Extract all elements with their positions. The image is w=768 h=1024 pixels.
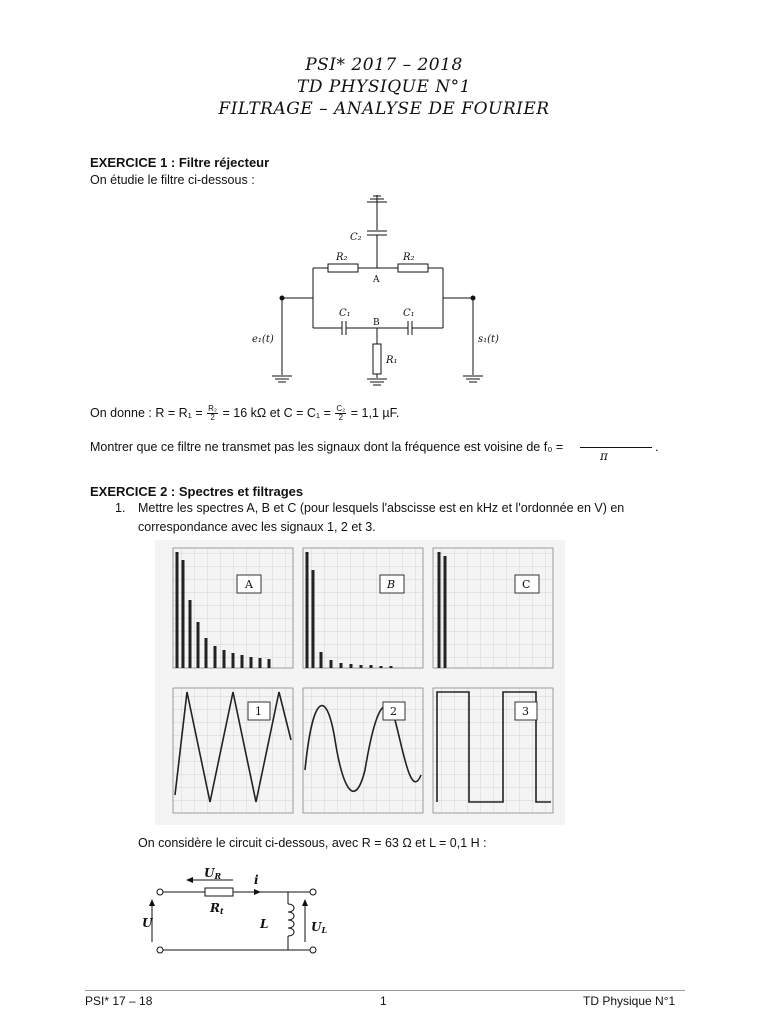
f0-end: . bbox=[655, 440, 659, 454]
label-r1: R₁ bbox=[386, 355, 398, 366]
rl-circuit bbox=[138, 862, 338, 962]
label-e1: e₁(t) bbox=[252, 334, 274, 345]
given-mid: = 16 kΩ et C = C₁ = bbox=[222, 405, 331, 420]
doc-title-line1: PSI* 2017 – 2018 bbox=[305, 55, 463, 75]
doc-title-line3: FILTRAGE – ANALYSE DE FOURIER bbox=[218, 99, 550, 119]
ex2-circuit-intro: On considère le circuit ci-dessous, avec R = 63 Ω et L = 0,1 H : bbox=[138, 836, 487, 850]
given-prefix: On donne : R = R₁ = bbox=[90, 405, 203, 420]
given-suffix: = 1,1 µF. bbox=[350, 405, 400, 420]
f0-fraction-bar bbox=[580, 447, 652, 448]
label-i: i bbox=[254, 873, 259, 887]
node-b-label: B bbox=[373, 318, 380, 328]
label-r2-right: R₂ bbox=[403, 252, 415, 263]
signal-1-panel bbox=[173, 688, 293, 813]
spectrum-b-label: B bbox=[387, 578, 396, 591]
spectrum-c-label: C bbox=[522, 578, 531, 591]
label-rt: Rt bbox=[210, 901, 224, 916]
label-ur: UR bbox=[204, 866, 222, 881]
spectrum-a-label: A bbox=[245, 578, 253, 591]
ex2-item-text-1: Mettre les spectres A, B et C (pour lesquels l'abscisse est en kHz et l'ordonnée en V) en bbox=[138, 501, 625, 515]
footer-left: PSI* 17 – 18 bbox=[85, 994, 153, 1008]
label-r2-left: R₂ bbox=[336, 252, 348, 263]
signal-3-label: 3 bbox=[522, 705, 529, 718]
footer-rule bbox=[85, 990, 685, 991]
label-c1-left: C₁ bbox=[339, 308, 351, 319]
spectrum-a-panel bbox=[173, 548, 293, 668]
signal-2-panel bbox=[303, 688, 423, 813]
footer-right: TD Physique N°1 bbox=[583, 994, 676, 1008]
notch-filter-circuit bbox=[250, 190, 510, 400]
footer-page-number: 1 bbox=[380, 994, 387, 1008]
ex1-question: Montrer que ce filtre ne transmet pas les signaux dont la fréquence est voisine de f₀ = bbox=[90, 440, 564, 454]
label-c2: C₂ bbox=[350, 232, 362, 243]
ex2-heading: EXERCICE 2 : Spectres et filtrages bbox=[90, 484, 304, 499]
node-a-label: A bbox=[373, 275, 380, 285]
frac-r2-over-2: $\frac{\text{R₂}}{2}$ bbox=[208, 404, 217, 422]
frac-c2-over-2: $\frac{\text{C₂}}{2}$ bbox=[336, 404, 346, 422]
label-c1-right: C₁ bbox=[403, 308, 415, 319]
spectrum-c-panel bbox=[433, 548, 553, 668]
ex1-intro: On étudie le filtre ci-dessous : bbox=[90, 173, 255, 187]
spectrum-b-panel bbox=[303, 548, 423, 668]
label-ul: UL bbox=[311, 920, 328, 935]
ex1-given bbox=[90, 405, 399, 422]
doc-title-line2: TD PHYSIQUE N°1 bbox=[297, 77, 471, 97]
ex1-heading: EXERCICE 1 : Filtre réjecteur bbox=[90, 155, 270, 170]
spectra-signals-figure bbox=[155, 540, 565, 825]
ex2-item-text-2: correspondance avec les signaux 1, 2 et 3. bbox=[138, 520, 376, 534]
signal-1-label: 1 bbox=[255, 705, 262, 718]
signal-2-label: 2 bbox=[390, 705, 397, 718]
label-u: U bbox=[142, 916, 153, 930]
f0-denominator-pi: π bbox=[600, 449, 608, 463]
label-s1: s₁(t) bbox=[478, 334, 499, 345]
label-l: L bbox=[260, 917, 269, 931]
signal-3-panel bbox=[433, 688, 553, 813]
ex2-item-number: 1. bbox=[115, 501, 126, 515]
